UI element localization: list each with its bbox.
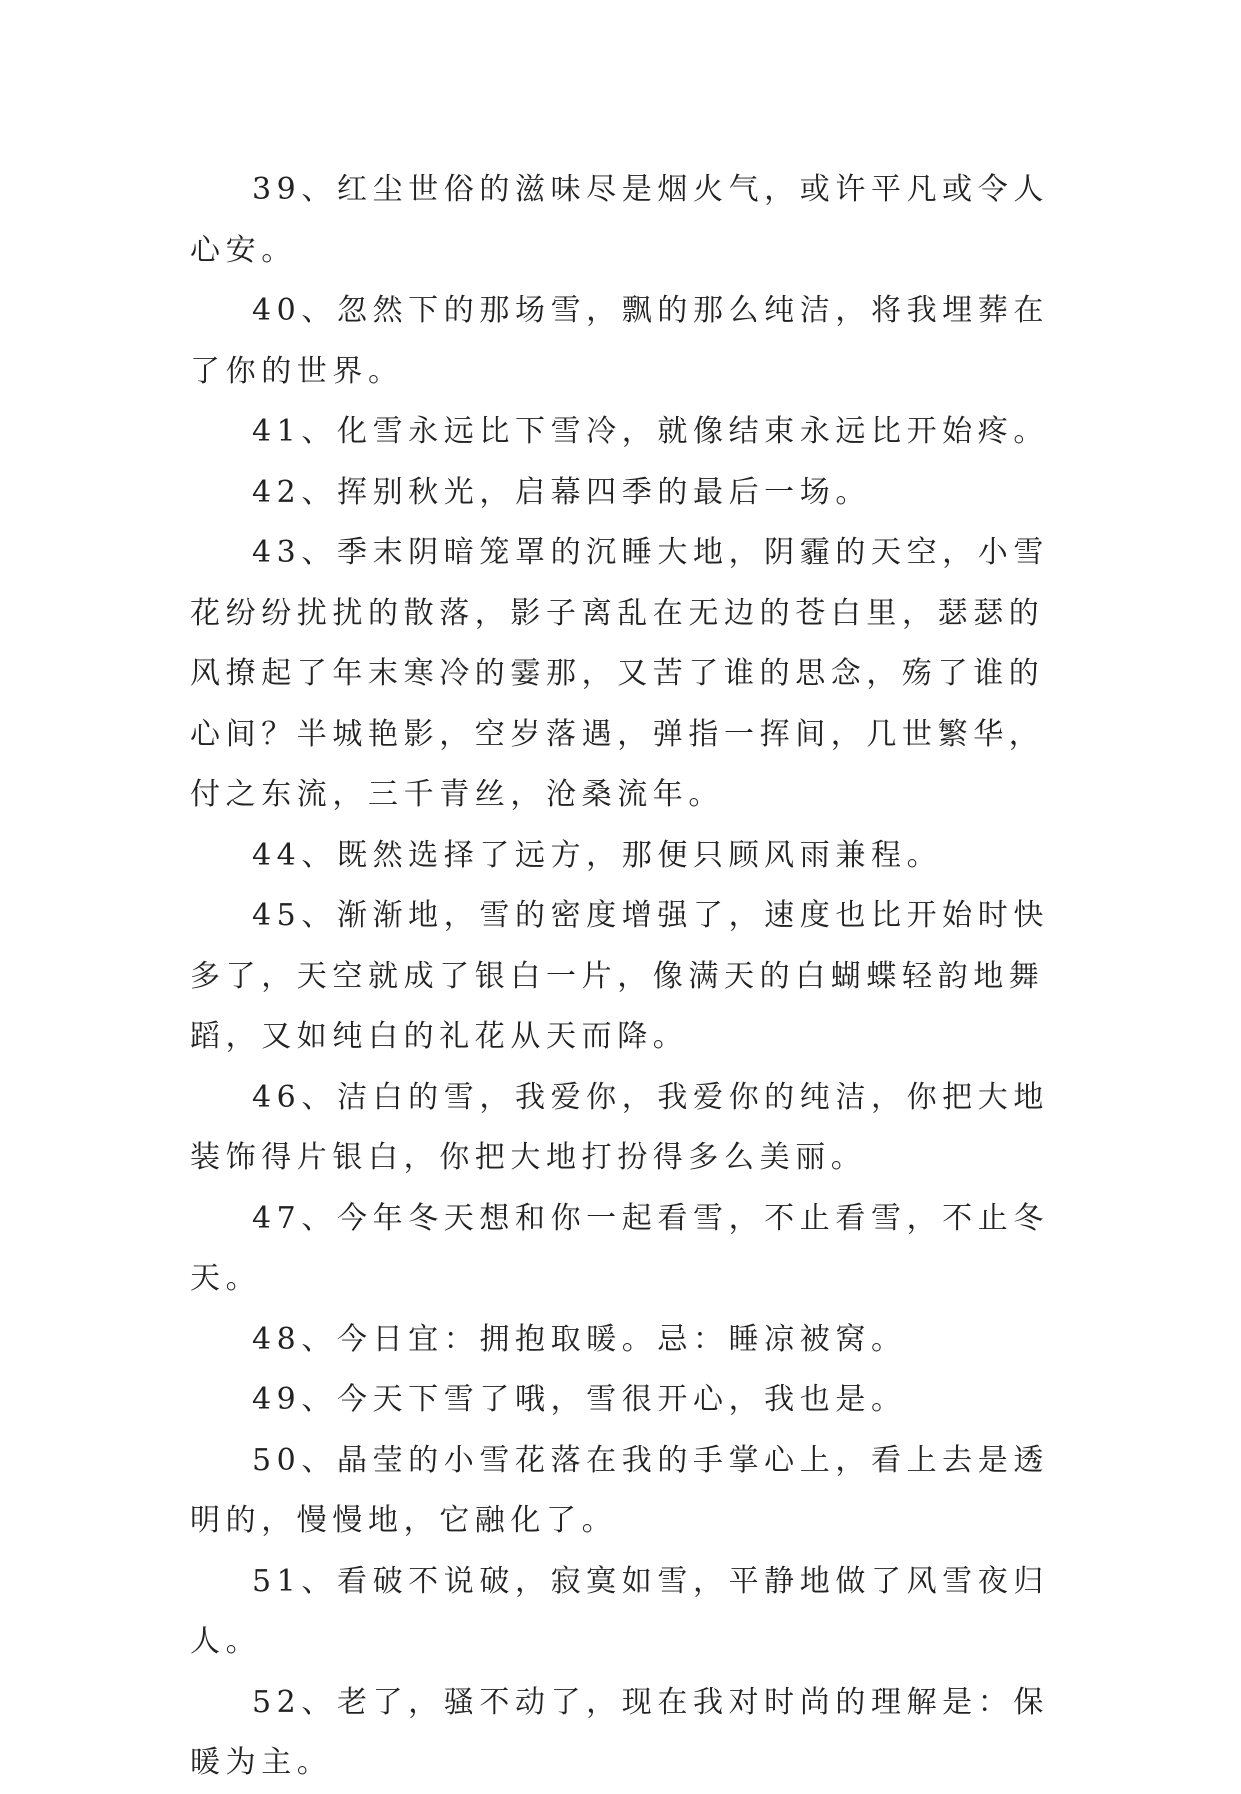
- paragraph-51: 51、看破不说破，寂寞如雪，平静地做了风雪夜归人。: [190, 1563, 1049, 1659]
- paragraph-43: 43、季末阴暗笼罩的沉睡大地，阴霾的天空，小雪花纷纷扰扰的散落，影子离乱在无边的苍白里，瑟瑟的风撩起了年末寒冷的霎那，又苦了谁的思念，殇了谁的心间？半城艳影，空岁落遇，弹指一挥间，几世繁华，付之东流，三千青丝，沧桑流年。: [190, 535, 1049, 812]
- paragraph-40: 40、忽然下的那场雪，飘的那么纯洁，将我埋葬在了你的世界。: [190, 293, 1049, 389]
- paragraph-48: 48、今日宜：拥抱取暖。忌：睡凉被窝。: [252, 1321, 907, 1357]
- paragraph-46: 46、洁白的雪，我爱你，我爱你的纯洁，你把大地装饰得片银白，你把大地打扮得多么美丽。: [190, 1079, 1049, 1175]
- paragraph-44: 44、既然选择了远方，那便只顾风雨兼程。: [252, 837, 943, 873]
- paragraph-52: 52、老了，骚不动了，现在我对时尚的理解是：保暖为主。: [190, 1684, 1049, 1780]
- paragraph-39: 39、红尘世俗的滋味尽是烟火气，或许平凡或令人心安。: [190, 172, 1049, 268]
- paragraph-41: 41、化雪永远比下雪冷，就像结束永远比开始疼。: [252, 414, 1049, 449]
- paragraph-42: 42、挥别秋光，启幕四季的最后一场。: [252, 474, 871, 510]
- paragraph-47: 47、今年冬天想和你一起看雪，不止看雪，不止冬天。: [190, 1200, 1049, 1296]
- document-body: [190, 160, 1050, 1794]
- paragraph-49: 49、今天下雪了哦，雪很开心，我也是。: [252, 1382, 907, 1417]
- paragraph-45: 45、渐渐地，雪的密度增强了，速度也比开始时快多了，天空就成了银白一片，像满天的白蝴蝶轻韵地舞蹈，又如纯白的礼花从天而降。: [190, 898, 1049, 1054]
- paragraph-50: 50、晶莹的小雪花落在我的手掌心上，看上去是透明的，慢慢地，它融化了。: [190, 1442, 1049, 1538]
